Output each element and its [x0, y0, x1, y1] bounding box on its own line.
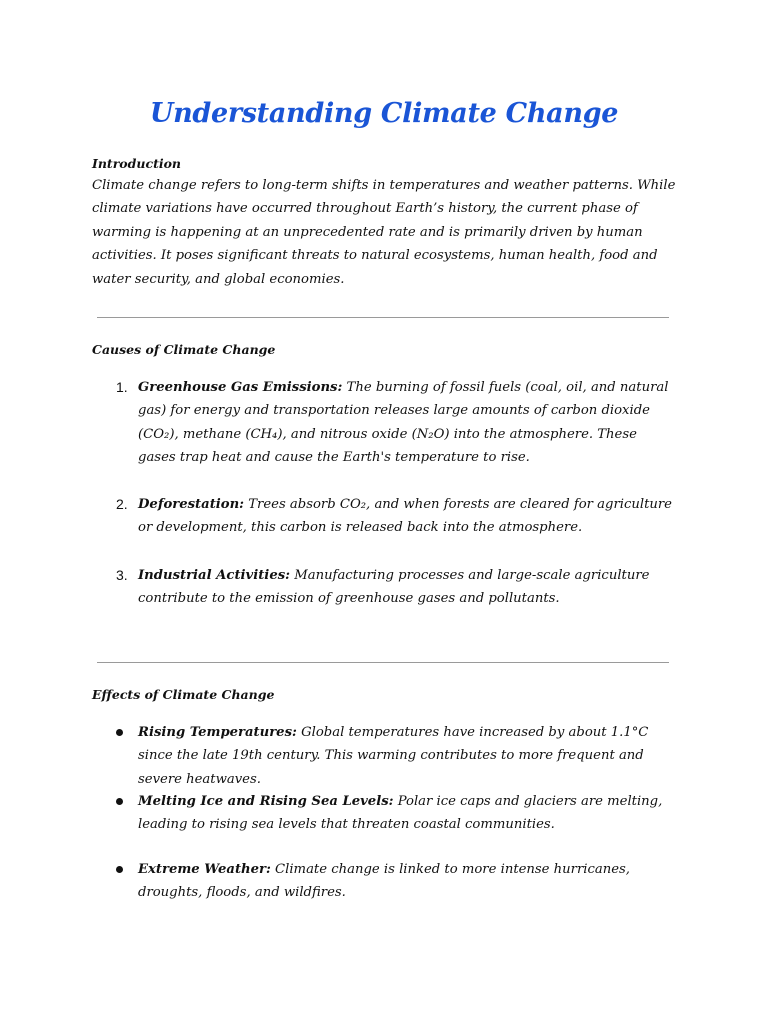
bullet-icon [116, 729, 123, 736]
list-item [138, 721, 678, 791]
causes-heading: Causes of Climate Change [92, 342, 276, 357]
list-number: 2. [116, 496, 128, 512]
bullet-icon [116, 866, 123, 873]
introduction-heading: Introduction [92, 156, 182, 171]
bullet-icon [116, 798, 123, 805]
list-item-term: Extreme Weather: [138, 862, 271, 877]
list-number: 1. [116, 379, 128, 395]
list-item [138, 858, 678, 905]
list-item [138, 564, 678, 611]
list-item-text: Manufacturing processes and large-scale agriculture contribute to the emission of greenhouse gases and pollutants. [138, 568, 650, 607]
section-divider [97, 662, 669, 663]
list-number: 3. [116, 567, 128, 583]
list-item-term: Deforestation: [138, 497, 245, 512]
list-item-text: The burning of fossil fuels (coal, oil, and natural gas) for energy and transportation releases large amounts of carbon dioxide (CO₂), methane (CH₄), and nitrous oxide (N₂O) into the atmosphere. These gases trap heat and cause the Earth's temperature to rise. [138, 380, 669, 466]
list-item [138, 376, 678, 470]
effects-heading: Effects of Climate Change [92, 687, 275, 702]
list-item-text: Global temperatures have increased by about 1.1°C since the late 19th century. This warming contributes to more frequent and severe heatwaves. [138, 725, 649, 787]
list-item-text: Polar ice caps and glaciers are melting, leading to rising sea levels that threaten coastal communities. [138, 794, 663, 833]
list-item [138, 493, 678, 540]
list-item-term: Greenhouse Gas Emissions: [138, 380, 343, 395]
list-item [138, 790, 678, 837]
list-item-term: Melting Ice and Rising Sea Levels: [138, 794, 394, 809]
list-item-text: Trees absorb CO₂, and when forests are cleared for agriculture or development, this carbon is released back into the atmosphere. [138, 497, 672, 536]
section-divider [97, 317, 669, 318]
list-item-term: Industrial Activities: [138, 568, 291, 583]
introduction-paragraph: Climate change refers to long-term shifts in temperatures and weather patterns. While climate variations have occurred throughout Earth’s history, the current phase of warming is happening at an unprecedented rate and is primarily driven by human activities. It poses significant threats to natural ecosystems, human health, food and water security, and global economies. [92, 178, 676, 287]
document-title: Understanding Climate Change [149, 98, 619, 129]
list-item-term: Rising Temperatures: [138, 725, 297, 740]
list-item-text: Climate change is linked to more intense hurricanes, droughts, floods, and wildfires. [138, 862, 630, 901]
